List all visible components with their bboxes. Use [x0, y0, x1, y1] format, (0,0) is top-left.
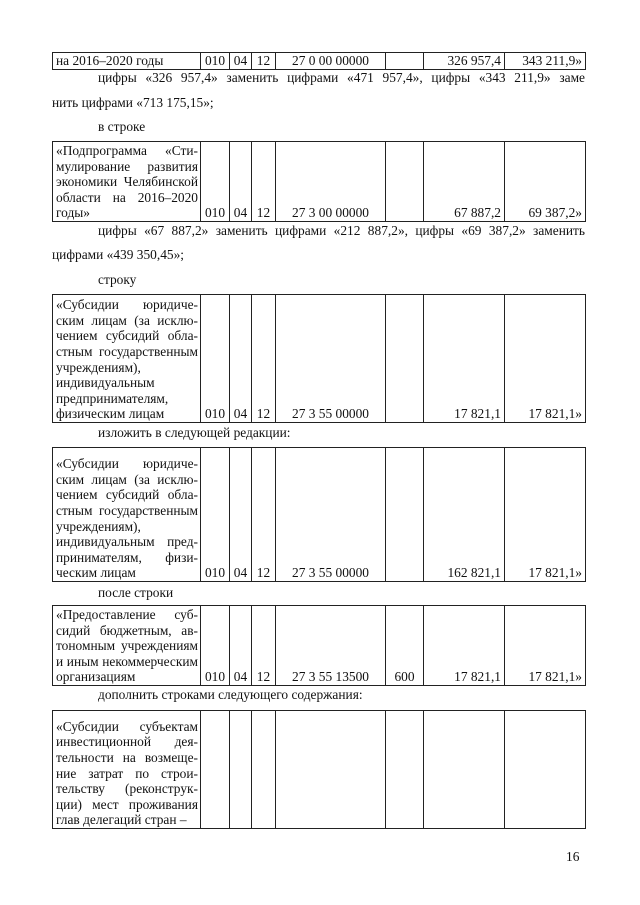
row-name: «Субсидии юридическим лицам (за исключением субсидий областным государственным учреждениям), индивидуальным предпринимателям, физическим лицам — [53, 295, 201, 423]
chapter-code: 010 — [201, 606, 230, 686]
target-article-code: 27 0 00 00000 — [276, 53, 386, 70]
table-row — [53, 53, 586, 70]
budget-table-2 — [52, 141, 586, 222]
row-name: на 2016–2020 годы — [53, 53, 201, 70]
section-code — [230, 711, 252, 829]
amount-year-2: 343 211,9» — [505, 53, 586, 70]
amount-year-1: 326 957,4 — [424, 53, 505, 70]
chapter-code: 010 — [201, 295, 230, 423]
row-name: «Подпрограмма «Стимулирование развития экономики Челябинской области на 2016–2020 годы» — [53, 142, 201, 222]
section-code: 04 — [230, 606, 252, 686]
paragraph-line: изложить в следующей редакции: — [98, 425, 291, 440]
target-article-code: 27 3 00 00000 — [276, 142, 386, 222]
paragraph-line: после строки — [98, 585, 174, 600]
subsection-code: 12 — [252, 448, 276, 582]
paragraph-line: цифры «326 957,4» заменить цифрами «471 957,4», цифры «343 211,9» заме — [98, 70, 585, 85]
section-code: 04 — [230, 53, 252, 70]
budget-table-1 — [52, 52, 586, 70]
chapter-code: 010 — [201, 448, 230, 582]
table-row — [53, 295, 586, 423]
section-code: 04 — [230, 295, 252, 423]
target-article-code: 27 3 55 00000 — [276, 295, 386, 423]
expense-type-code — [386, 448, 424, 582]
subsection-code: 12 — [252, 53, 276, 70]
paragraph-line: нить цифрами «713 175,15»; — [52, 95, 214, 110]
expense-type-code — [386, 295, 424, 423]
chapter-code — [201, 711, 230, 829]
table-row — [53, 142, 586, 222]
amount-year-2: 17 821,1» — [505, 295, 586, 423]
table-row — [53, 606, 586, 686]
budget-table-4 — [52, 447, 586, 582]
row-name: «Субсидии юридическим лицам (за исключением субсидий областным государственным учреждениям), индивидуальным предпринимателям, физическим лицам — [53, 448, 201, 582]
amount-year-1: 67 887,2 — [424, 142, 505, 222]
amount-year-1: 17 821,1 — [424, 295, 505, 423]
row-name: «Субсидии субъектам инвестиционной деятельности на возмещение затрат по строительству (реконструкции) мест проживания глав делегаций стран – — [53, 711, 201, 829]
chapter-code: 010 — [201, 53, 230, 70]
paragraph-line: строку — [98, 272, 137, 287]
paragraph-line: цифрами «439 350,45»; — [52, 247, 185, 262]
amount-year-1: 162 821,1 — [424, 448, 505, 582]
amount-year-1 — [424, 711, 505, 829]
paragraph-line: в строке — [98, 119, 146, 134]
amount-year-2 — [505, 711, 586, 829]
subsection-code — [252, 711, 276, 829]
budget-table-6 — [52, 710, 586, 829]
target-article-code: 27 3 55 13500 — [276, 606, 386, 686]
subsection-code: 12 — [252, 606, 276, 686]
expense-type-code — [386, 53, 424, 70]
expense-type-code — [386, 711, 424, 829]
target-article-code: 27 3 55 00000 — [276, 448, 386, 582]
amount-year-1: 17 821,1 — [424, 606, 505, 686]
budget-table-5 — [52, 605, 586, 686]
amount-year-2: 17 821,1» — [505, 606, 586, 686]
budget-table-3 — [52, 294, 586, 423]
section-code: 04 — [230, 448, 252, 582]
subsection-code: 12 — [252, 142, 276, 222]
table-row — [53, 448, 586, 582]
subsection-code: 12 — [252, 295, 276, 423]
page-number: 16 — [566, 849, 580, 864]
expense-type-code — [386, 142, 424, 222]
amount-year-2: 17 821,1» — [505, 448, 586, 582]
paragraph-line: цифры «67 887,2» заменить цифрами «212 887,2», цифры «69 387,2» заменить — [98, 223, 585, 238]
expense-type-code: 600 — [386, 606, 424, 686]
amount-year-2: 69 387,2» — [505, 142, 586, 222]
table-row — [53, 711, 586, 829]
target-article-code — [276, 711, 386, 829]
row-name: «Предоставление субсидий бюджетным, автономным учреждениям и иным некоммерческим организациям — [53, 606, 201, 686]
chapter-code: 010 — [201, 142, 230, 222]
paragraph-line: дополнить строками следующего содержания: — [98, 687, 363, 702]
section-code: 04 — [230, 142, 252, 222]
